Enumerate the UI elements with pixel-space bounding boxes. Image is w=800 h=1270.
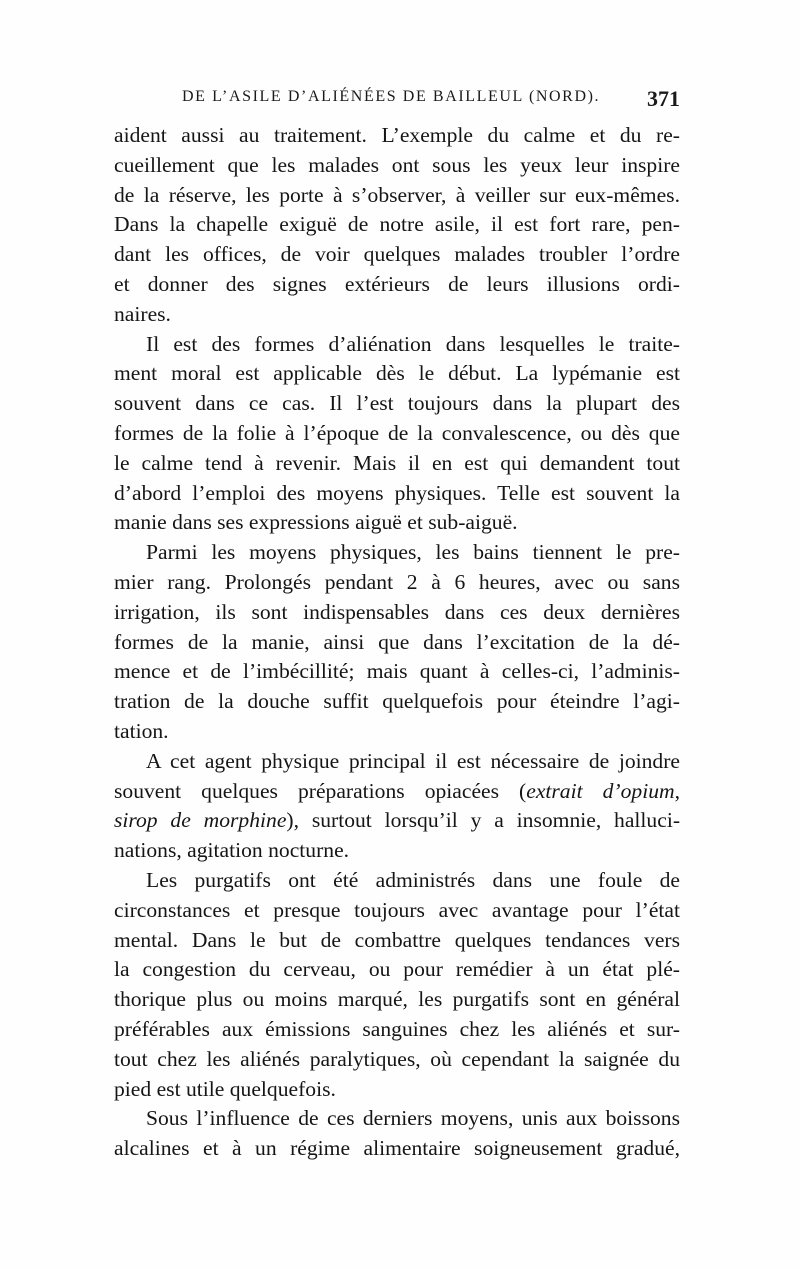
text-line: irrigation, ils sont indispensables dans ces deux dernières: [114, 599, 680, 624]
italic-text: extrait d’opium: [526, 778, 675, 803]
text-line: Les purgatifs ont été administrés dans une foule de: [146, 867, 680, 892]
text-line: mental. Dans le but de combattre quelques tendances vers: [114, 927, 680, 952]
text-line: ment moral est applicable dès le début. La lypémanie est: [114, 361, 680, 386]
text-line: nations, agitation nocturne.: [114, 838, 350, 863]
text-line: mier rang. Prolongés pendant 2 à 6 heures, avec ou sans: [114, 569, 680, 594]
text-fragment: ,: [674, 778, 680, 803]
text-line: manie dans ses expressions aiguë et sub-aiguë.: [114, 510, 518, 535]
page-number: 371: [647, 86, 680, 111]
text-line: le calme tend à revenir. Mais il en est qui demandent tout: [114, 450, 680, 475]
italic-text: sirop de morphine: [114, 808, 287, 833]
page-header: [112, 88, 680, 118]
text-line: Parmi les moyens physiques, les bains tiennent le pre-: [146, 540, 680, 565]
text-line: aident aussi au traitement. L’exemple du calme et du re-: [114, 123, 680, 147]
body-text: [114, 121, 680, 1164]
text-line: thorique plus ou moins marqué, les purgatifs sont en général: [114, 987, 680, 1012]
text-line: la congestion du cerveau, ou pour remédier à un état plé-: [114, 957, 680, 982]
text-line: Sous l’influence de ces derniers moyens, unis aux boissons: [146, 1106, 680, 1131]
text-line: souvent dans ce cas. Il l’est toujours dans la plupart des: [114, 391, 680, 416]
text-line: pied est utile quelquefois.: [114, 1076, 336, 1101]
text-line: préférables aux émissions sanguines chez les aliénés et sur-: [114, 1016, 680, 1041]
text-line: mence et de l’imbécillité; mais quant à celles-ci, l’adminis-: [114, 659, 680, 684]
text-fragment: souvent quelques préparations opiacées (: [114, 778, 527, 803]
text-line: circonstances et presque toujours avec avantage pour l’état: [114, 897, 680, 922]
running-head: DE L’ASILE D’ALIÉNÉES DE BAILLEUL (NORD).: [182, 88, 601, 105]
text-line: tation.: [114, 718, 169, 743]
text-line: A cet agent physique principal il est nécessaire de joindre: [146, 748, 680, 773]
text-line: naires.: [114, 301, 171, 326]
text-line: et donner des signes extérieurs de leurs illusions ordi-: [114, 271, 680, 296]
text-line: Il est des formes d’aliénation dans lesquelles le traite-: [146, 331, 680, 356]
text-line: formes de la folie à l’époque de la convalescence, ou dès que: [114, 420, 680, 445]
text-line: d’abord l’emploi des moyens physiques. Telle est souvent la: [114, 480, 680, 505]
text-line: dant les offices, de voir quelques malades troubler l’ordre: [114, 242, 680, 267]
text-fragment: ), surtout lorsqu’il y a insomnie, halluci-: [286, 808, 681, 833]
text-line: tration de la douche suffit quelquefois pour éteindre l’agi-: [114, 689, 680, 714]
text-line: cueillement que les malades ont sous les yeux leur inspire: [114, 152, 680, 177]
text-line: alcalines et à un régime alimentaire soigneusement gradué,: [114, 1136, 680, 1161]
text-line: formes de la manie, ainsi que dans l’excitation de la dé-: [114, 629, 680, 654]
text-line: [114, 806, 680, 836]
text-line: [114, 777, 680, 807]
text-line: tout chez les aliénés paralytiques, où cependant la saignée du: [114, 1046, 680, 1071]
text-line: Dans la chapelle exiguë de notre asile, il est fort rare, pen-: [114, 212, 680, 237]
text-line: de la réserve, les porte à s’observer, à veiller sur eux-mêmes.: [114, 182, 680, 207]
